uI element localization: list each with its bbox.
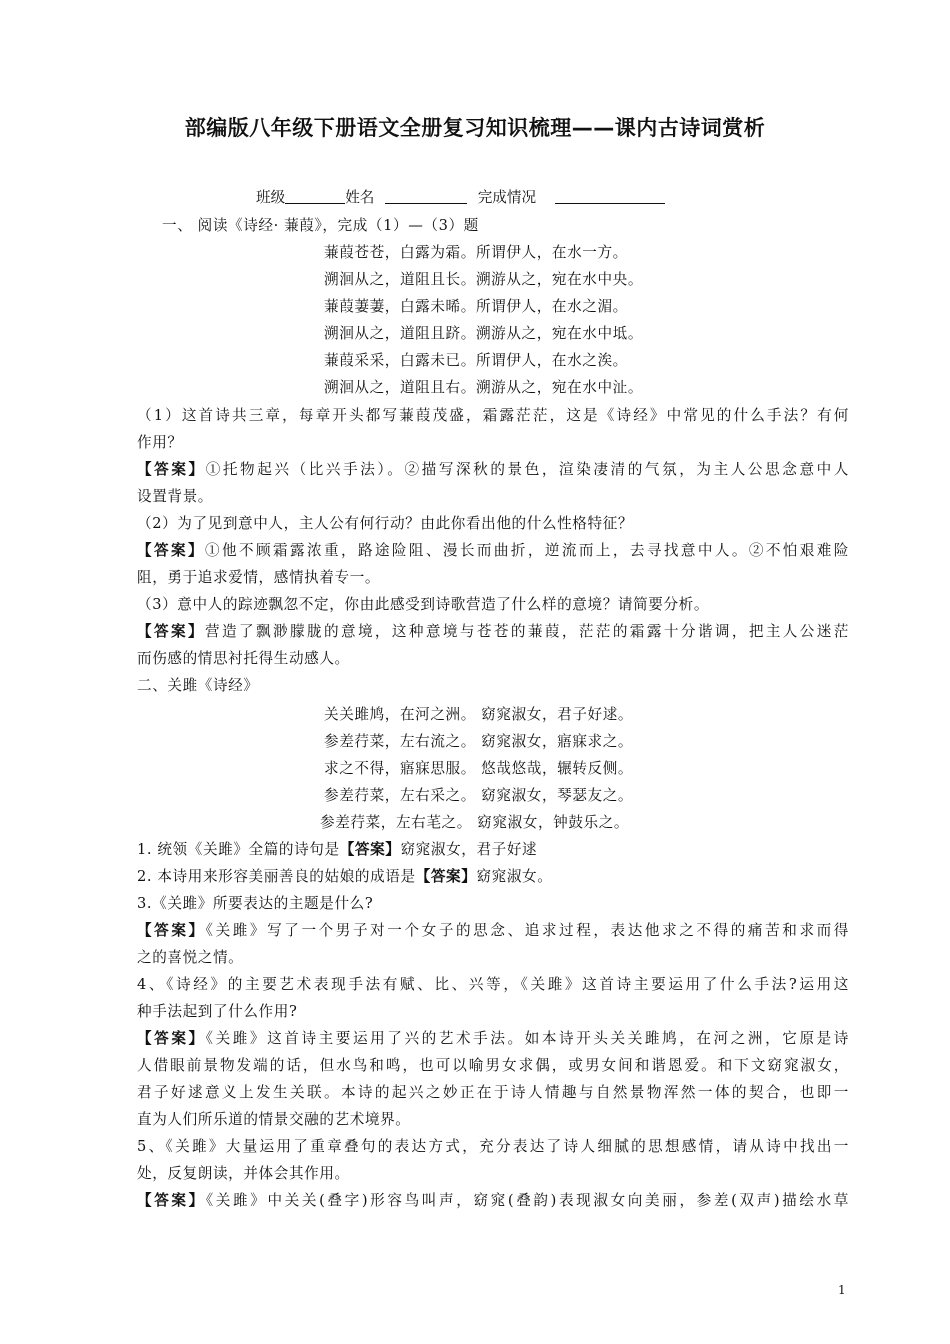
poem2-line: 求之不得，寤寐思服。 悠哉悠哉，辗转反侧。 — [324, 760, 634, 777]
poem1-line: 蒹葭苍苍，白露为霜。所谓伊人，在水一方。 — [324, 244, 628, 261]
answer-1-3-cont: 而伤感的情思衬托得生动感人。 — [137, 650, 350, 667]
answer-2-4-cont: 直为人们所乐道的情景交融的艺术境界。 — [137, 1111, 411, 1128]
poem1-line: 溯洄从之，道阻且右。溯游从之，宛在水中沚。 — [324, 379, 644, 396]
section2-heading: 二、关雎《诗经》 — [137, 677, 259, 694]
answer-1-2: 【答案】①他不顾霜露浓重，路途险阻、漫长而曲折，逆流而上，去寻找意中人。②不怕艰难险 — [137, 542, 849, 559]
class-label: 班级 — [256, 189, 286, 206]
class-blank — [285, 189, 345, 204]
question-1-1-cont: 作用？ — [137, 434, 183, 451]
poem2-line: 参差荇菜，左右流之。 窈窕淑女，寤寐求之。 — [324, 733, 634, 750]
name-label: 姓名 — [345, 189, 375, 206]
answer-2-4-cont: 人借眼前景物发端的话，但水鸟和鸣，也可以喻男女求偶，或男女间和谐恩爱。和下文窈窕淑女， — [137, 1057, 849, 1074]
poem1-line: 蒹葭萋萋，白露未晞。所谓伊人，在水之湄。 — [324, 298, 628, 315]
answer-2-4: 【答案】《关雎》这首诗主要运用了兴的艺术手法。如本诗开头关关雎鸠，在河之洲，它原是诗 — [137, 1030, 849, 1047]
answer-label: 【答案】 — [137, 623, 205, 640]
poem1-line: 溯洄从之，道阻且跻。溯游从之，宛在水中坻。 — [324, 325, 644, 342]
answer-1-1-cont: 设置背景。 — [137, 488, 213, 505]
question-2-4-cont: 种手法起到了什么作用? — [137, 1003, 298, 1020]
answer-label: 【答案】 — [415, 868, 477, 885]
question-2-5-cont: 处，反复朗读，并体会其作用。 — [137, 1165, 350, 1182]
answer-label: 【答案】 — [137, 542, 205, 559]
status-blank — [555, 189, 665, 204]
page-number: 1 — [838, 1283, 846, 1297]
answer-1-3: 【答案】营造了飘渺朦胧的意境，这种意境与苍苍的蒹葭，茫茫的霜露十分谐调，把主人公迷茫 — [137, 623, 849, 640]
answer-2-4-cont: 君子好逑意义上发生关联。本诗的起兴之妙正在于诗人情趣与自然景物浑然一体的契合，也即一 — [137, 1084, 849, 1101]
answer-1-1: 【答案】①托物起兴（比兴手法）。②描写深秋的景色，渲染凄清的气氛，为主人公思念意中人 — [137, 461, 849, 478]
answer-label: 【答案】 — [137, 1192, 206, 1209]
answer-2-5: 【答案】《关雎》中关关(叠字)形容鸟叫声，窈窕(叠韵)表现淑女向美丽，参差(双声)描绘水草 — [137, 1192, 849, 1209]
answer-1-2-cont: 阻，勇于追求爱情，感情执着专一。 — [137, 569, 381, 586]
poem2-line: 关关雎鸠，在河之洲。 窈窕淑女，君子好逑。 — [324, 706, 634, 723]
page-title: 部编版八年级下册语文全册复习知识梳理——课内古诗词赏析 — [184, 116, 766, 140]
question-1-1: （1）这首诗共三章，每章开头都写蒹葭茂盛，霜露茫茫，这是《诗经》中常见的什么手法？有何 — [137, 407, 849, 424]
answer-label: 【答案】 — [137, 461, 206, 478]
question-2-2: 2. 本诗用来形容美丽善良的姑娘的成语是【答案】窈窕淑女。 — [137, 868, 553, 885]
name-blank — [385, 189, 467, 204]
poem1-line: 溯洄从之，道阻且长。溯游从之，宛在水中央。 — [324, 271, 644, 288]
status-label: 完成情况 — [477, 189, 537, 206]
answer-label: 【答案】 — [137, 922, 206, 939]
answer-2-3: 【答案】《关雎》写了一个男子对一个女子的思念、追求过程，表达他求之不得的痛苦和求而得 — [137, 922, 849, 939]
question-2-1: 1. 统领《关雎》全篇的诗句是【答案】窈窕淑女，君子好逑 — [137, 841, 538, 858]
question-1-3: （3）意中人的踪迹飘忽不定，你由此感受到诗歌营造了什么样的意境？请简要分析。 — [137, 596, 710, 613]
answer-label: 【答案】 — [339, 841, 401, 858]
section1-heading: 一、 阅读《诗经· 蒹葭》，完成（1）—（3）题 — [162, 217, 479, 234]
question-2-3: 3.《关雎》所要表达的主题是什么? — [137, 895, 374, 912]
question-2-5: 5、《关雎》大量运用了重章叠句的表达方式，充分表达了诗人细腻的思想感情，请从诗中找出一 — [137, 1138, 849, 1155]
poem1-line: 蒹葭采采，白露未已。所谓伊人，在水之涘。 — [324, 352, 628, 369]
question-1-2: （2）为了见到意中人，主人公有何行动？由此你看出他的什么性格特征？ — [137, 515, 634, 532]
poem2-line: 参差荇菜，左右芼之。 窈窕淑女，钟鼓乐之。 — [320, 814, 630, 831]
answer-label: 【答案】 — [137, 1030, 206, 1047]
student-info-row — [256, 186, 665, 207]
question-2-4: 4、《诗经》的主要艺术表现手法有赋、比、兴等，《关雎》这首诗主要运用了什么手法?运用这 — [137, 976, 849, 993]
answer-2-3-cont: 之的喜悦之情。 — [137, 949, 244, 966]
poem2-line: 参差荇菜，左右采之。 窈窕淑女，琴瑟友之。 — [324, 787, 634, 804]
